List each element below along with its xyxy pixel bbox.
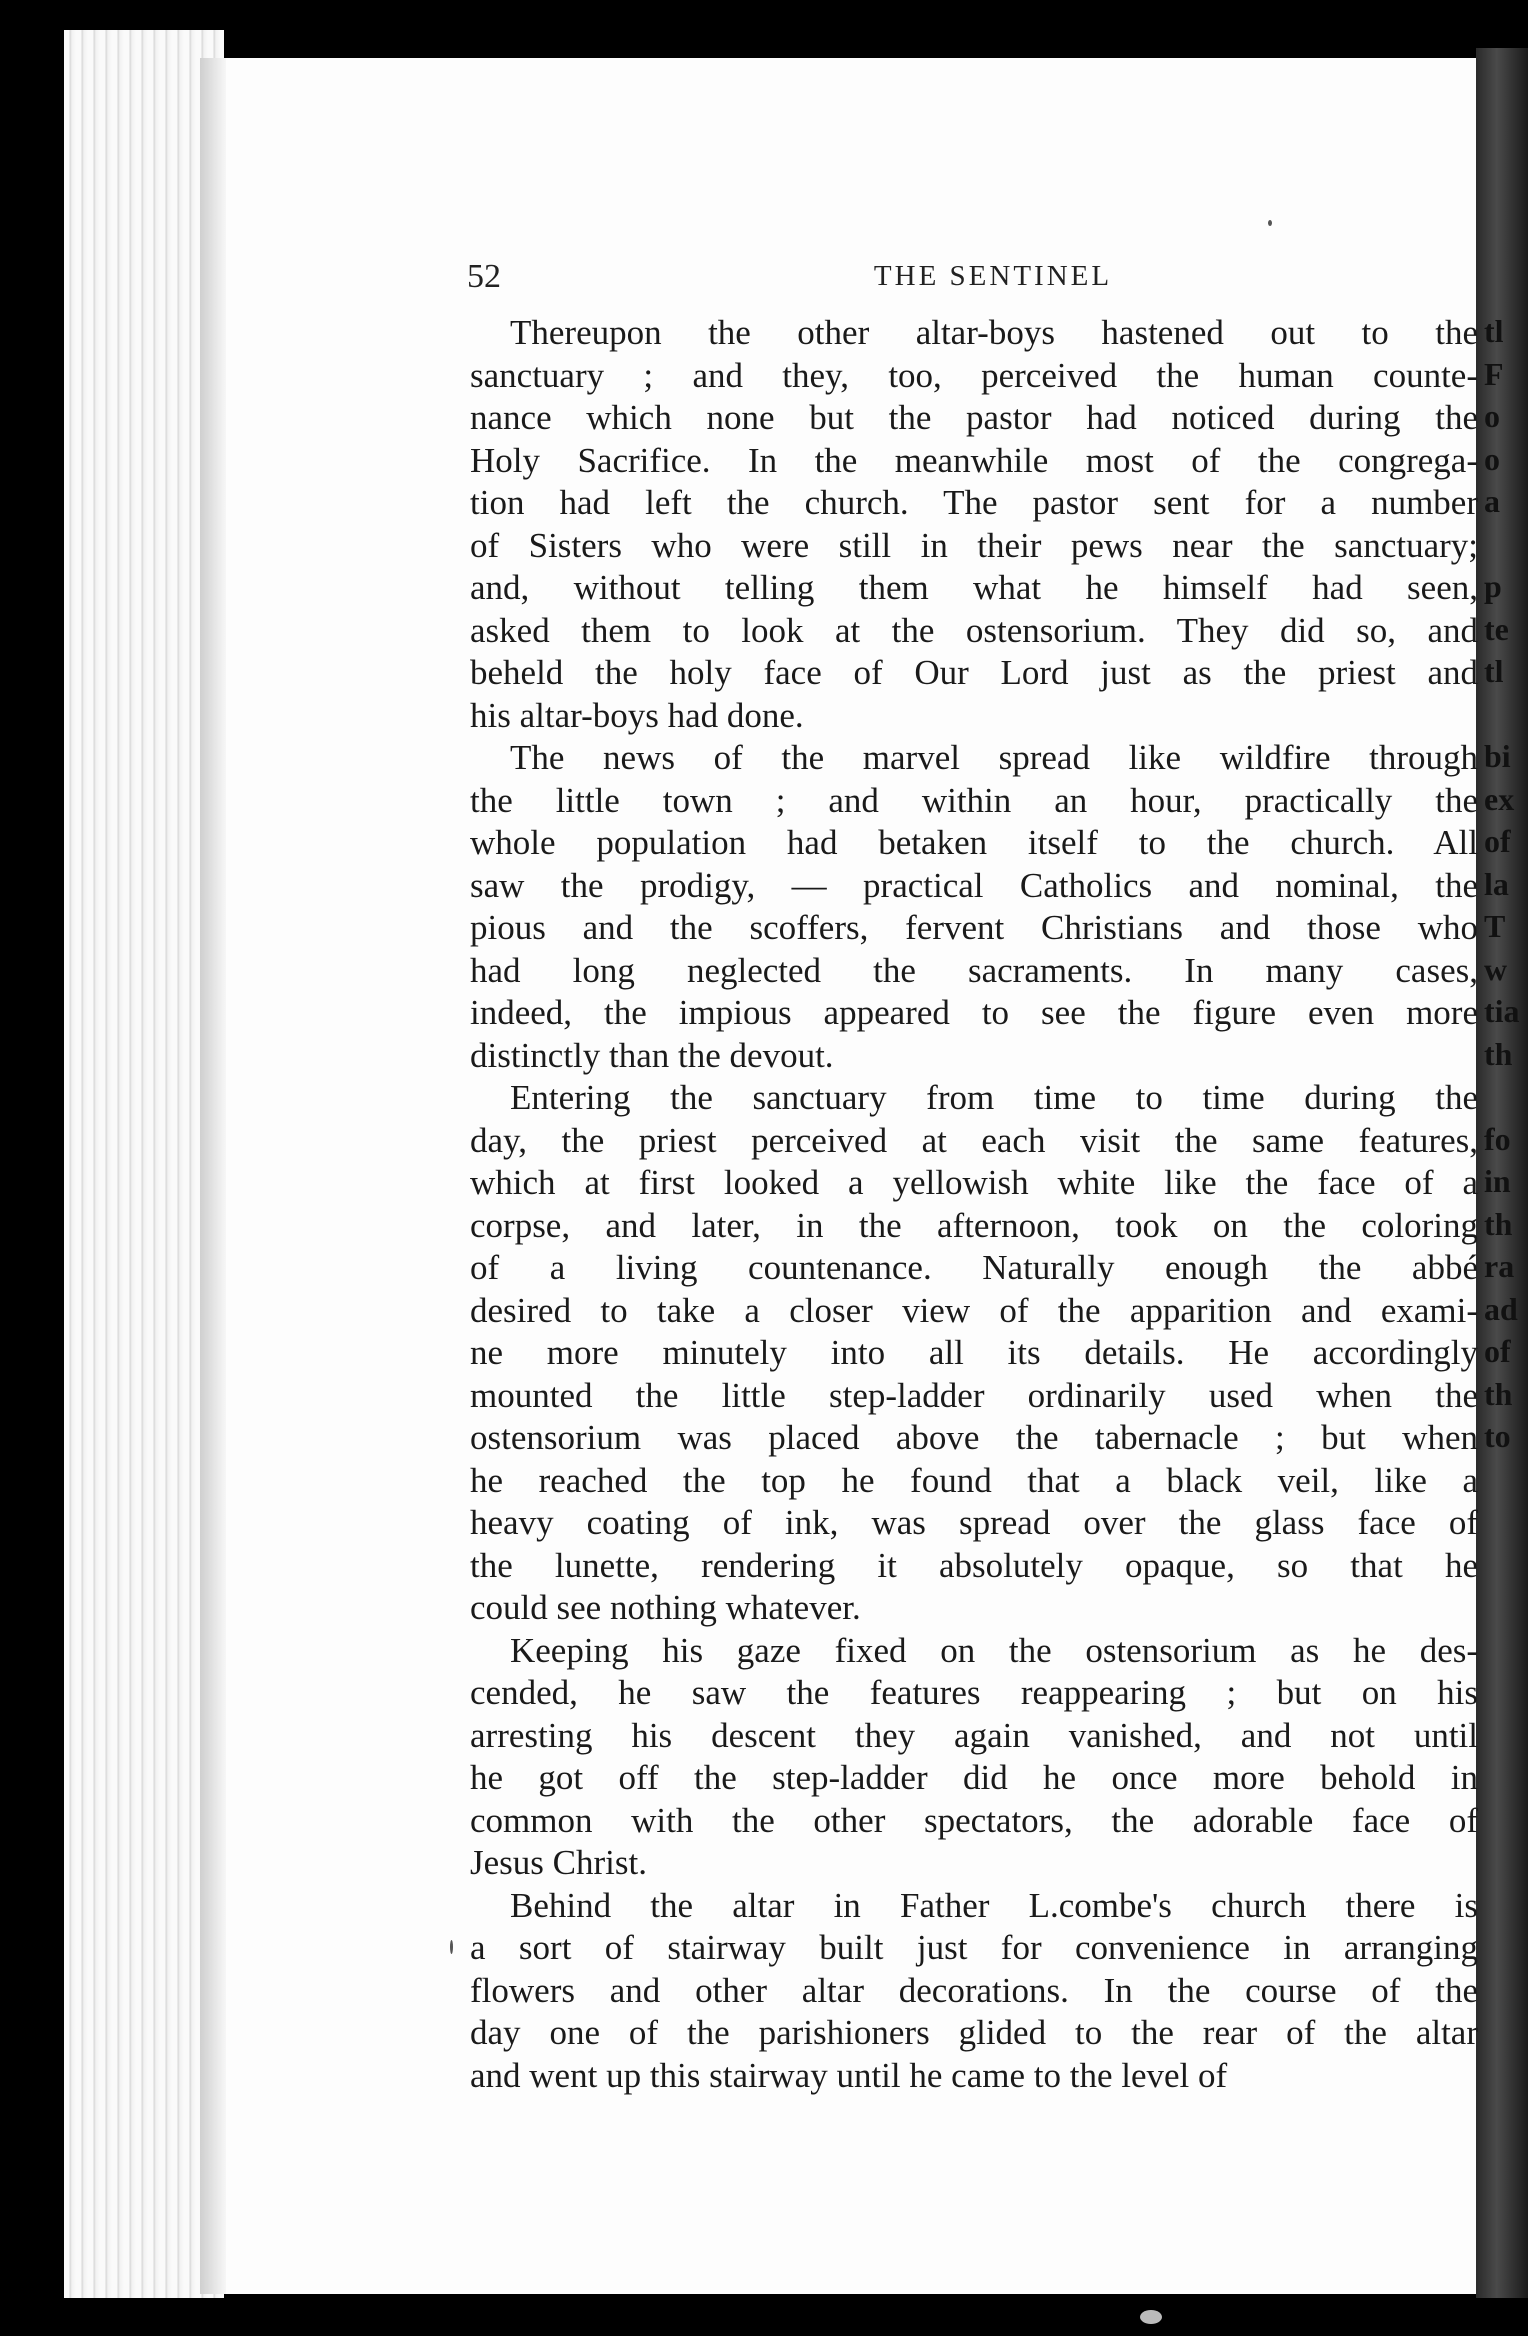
running-head bbox=[467, 258, 1483, 298]
text-line: the lunette, rendering it absolutely opaque, so that he bbox=[470, 1545, 1478, 1585]
paragraph bbox=[470, 1077, 1478, 1630]
scan-border-top bbox=[0, 0, 1528, 48]
facing-page-fragment: te bbox=[1484, 610, 1509, 647]
facing-page-fragment: o bbox=[1484, 398, 1500, 434]
text-line: distinctly than the devout. bbox=[470, 1035, 834, 1075]
facing-page-fragment: F bbox=[1484, 355, 1504, 392]
facing-page-fragment bbox=[1484, 523, 1528, 566]
text-line: Holy Sacrifice. In the meanwhile most of the congrega- bbox=[470, 440, 1478, 480]
facing-page-fragments bbox=[1484, 310, 1528, 1458]
text-line: which at first looked a yellowish white like the face of a bbox=[470, 1163, 1478, 1202]
text-line: beheld the holy face of Our Lord just as the priest and bbox=[470, 653, 1478, 692]
facing-page-fragment: p bbox=[1484, 568, 1502, 604]
facing-page-fragment: ex bbox=[1484, 780, 1515, 817]
facing-page-fragment: th bbox=[1484, 1035, 1513, 1072]
text-line: cended, he saw the features reappearing ; but on his bbox=[470, 1673, 1478, 1712]
text-line: corpse, and later, in the afternoon, took on the coloring bbox=[470, 1205, 1478, 1245]
facing-page-fragment: tia bbox=[1484, 993, 1520, 1029]
text-line: pious and the scoffers, fervent Christians and those who bbox=[470, 908, 1478, 947]
text-line: could see nothing whatever. bbox=[470, 1588, 861, 1627]
text-line: day, the priest perceived at each visit the same features, bbox=[470, 1120, 1478, 1160]
facing-page-fragment: la bbox=[1484, 865, 1509, 902]
text-line: ostensorium was placed above the tabernacle ; but when bbox=[470, 1418, 1478, 1457]
facing-page-fragment: tl bbox=[1484, 313, 1504, 349]
facing-page-fragment: tl bbox=[1484, 653, 1504, 689]
paragraph bbox=[470, 737, 1478, 1077]
text-line: sanctuary ; and they, too, perceived the human counte- bbox=[470, 355, 1478, 395]
text-line: day one of the parishioners glided to the rear of the altar bbox=[470, 2013, 1478, 2052]
facing-page-fragment bbox=[1484, 1075, 1528, 1118]
running-title: THE SENTINEL bbox=[873, 260, 1113, 292]
dust-speck bbox=[1140, 2310, 1162, 2324]
facing-page-fragment: th bbox=[1484, 1375, 1513, 1412]
text-line: of Sisters who were still in their pews near the sanctuary; bbox=[470, 525, 1478, 565]
text-line: flowers and other altar decorations. In the course of the bbox=[470, 1970, 1478, 2010]
text-line: Keeping his gaze fixed on the ostensorium as he des- bbox=[510, 1630, 1478, 1670]
facing-page-fragment: of bbox=[1484, 1333, 1511, 1369]
text-line: Jesus Christ. bbox=[470, 1843, 647, 1882]
facing-page-fragment: a bbox=[1484, 483, 1500, 519]
text-line: heavy coating of ink, was spread over the glass face of bbox=[470, 1503, 1478, 1542]
text-line: The news of the marvel spread like wildfire through bbox=[510, 738, 1478, 777]
dust-speck bbox=[1268, 220, 1272, 226]
text-line: had long neglected the sacraments. In many cases, bbox=[470, 950, 1478, 990]
facing-page-fragment: ad bbox=[1484, 1290, 1518, 1327]
text-line: Thereupon the other altar-boys hastened out to the bbox=[510, 313, 1478, 352]
page-gutter-shadow bbox=[200, 58, 226, 2294]
paragraph bbox=[470, 312, 1478, 737]
text-line: and went up this stairway until he came to the level of bbox=[470, 2055, 1228, 2095]
facing-page-fragment bbox=[1484, 693, 1528, 736]
facing-page-fragment: w bbox=[1484, 950, 1508, 987]
text-line: saw the prodigy, — practical Catholics and nominal, the bbox=[470, 865, 1478, 905]
text-line: nance which none but the pastor had noticed during the bbox=[470, 398, 1478, 437]
text-line: and, without telling them what he himself had seen, bbox=[470, 568, 1478, 607]
facing-page-fragment: bi bbox=[1484, 738, 1511, 774]
facing-page-fragment: th bbox=[1484, 1205, 1513, 1242]
page-body bbox=[470, 312, 1478, 2097]
paragraph bbox=[470, 1885, 1478, 2098]
paragraph bbox=[470, 1630, 1478, 1885]
page-number: 52 bbox=[467, 258, 501, 295]
text-line: indeed, the impious appeared to see the figure even more bbox=[470, 993, 1478, 1032]
facing-page-fragment: fo bbox=[1484, 1120, 1511, 1157]
facing-page-fragment: in bbox=[1484, 1163, 1511, 1199]
text-line: asked them to look at the ostensorium. They did so, and bbox=[470, 610, 1478, 650]
facing-page-fragment: T bbox=[1484, 908, 1506, 944]
text-line: he got off the step-ladder did he once more behold in bbox=[470, 1758, 1478, 1797]
text-line: he reached the top he found that a black veil, like a bbox=[470, 1460, 1478, 1500]
text-line: common with the other spectators, the adorable face of bbox=[470, 1800, 1478, 1840]
text-line: Entering the sanctuary from time to time during the bbox=[510, 1078, 1478, 1117]
text-line: of a living countenance. Naturally enough the abbé bbox=[470, 1248, 1478, 1287]
facing-page-fragment: o bbox=[1484, 440, 1500, 477]
text-line: the little town ; and within an hour, practically the bbox=[470, 780, 1478, 820]
text-line: his altar-boys had done. bbox=[470, 695, 804, 735]
text-line: whole population had betaken itself to the church. All bbox=[470, 823, 1478, 862]
text-line: desired to take a closer view of the apparition and exami- bbox=[470, 1290, 1478, 1330]
text-line: tion had left the church. The pastor sent for a number bbox=[470, 483, 1478, 522]
facing-page-fragment: to bbox=[1484, 1418, 1511, 1454]
text-line: arresting his descent they again vanished, and not until bbox=[470, 1715, 1478, 1755]
facing-page-fragment: of bbox=[1484, 823, 1511, 859]
text-line: Behind the altar in Father L.combe's church there is bbox=[510, 1885, 1478, 1925]
text-line: ne more minutely into all its details. He accordingly bbox=[470, 1333, 1478, 1372]
text-line: a sort of stairway built just for convenience in arranging bbox=[470, 1928, 1478, 1967]
dust-speck bbox=[450, 1940, 453, 1954]
facing-page-fragment: ra bbox=[1484, 1248, 1515, 1284]
text-line: mounted the little step-ladder ordinarily used when the bbox=[470, 1375, 1478, 1415]
